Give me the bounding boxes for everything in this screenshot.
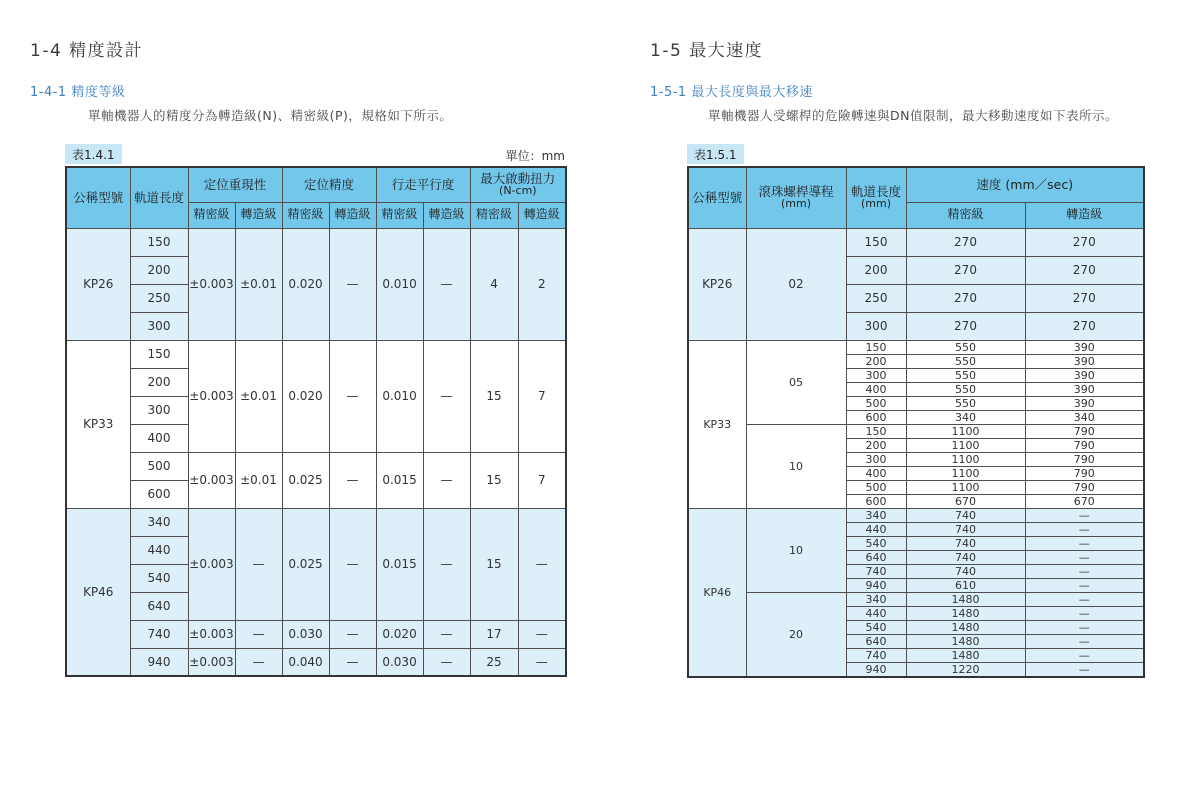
cell-value: 0.015 xyxy=(376,508,423,620)
cell-rail-length: 340 xyxy=(130,508,188,536)
cell-value: 2 xyxy=(518,228,566,340)
cell-screw-lead: 20 xyxy=(746,592,846,677)
cell-speed-rolled: 390 xyxy=(1025,382,1144,396)
table-row xyxy=(66,452,566,480)
cell-value: — xyxy=(235,648,282,676)
cell-speed-precision: 550 xyxy=(906,354,1025,368)
table-row xyxy=(688,592,1144,606)
cell-value: 25 xyxy=(470,648,518,676)
table-row xyxy=(66,228,566,256)
cell-value: — xyxy=(518,620,566,648)
cell-speed-rolled: 790 xyxy=(1025,424,1144,438)
cell-rail-length: 250 xyxy=(130,284,188,312)
cell-value: — xyxy=(329,620,376,648)
cell-value: — xyxy=(235,620,282,648)
cell-speed-rolled: — xyxy=(1025,648,1144,662)
cell-value: 0.015 xyxy=(376,452,423,508)
cell-speed-rolled: 270 xyxy=(1025,256,1144,284)
cell-value: 0.020 xyxy=(282,228,329,340)
col-header-grade: 精密級 xyxy=(282,202,329,228)
cell-speed-precision: 610 xyxy=(906,578,1025,592)
col-header-group-title: 定位重現性 xyxy=(203,176,267,192)
table-meta-speed xyxy=(687,145,1143,164)
cell-rail-length: 640 xyxy=(846,550,906,564)
cell-value: 15 xyxy=(470,508,518,620)
cell-speed-rolled: 390 xyxy=(1025,354,1144,368)
cell-value: 4 xyxy=(470,228,518,340)
cell-value: — xyxy=(329,228,376,340)
precision-table-header xyxy=(66,167,566,228)
cell-rail-length: 940 xyxy=(130,648,188,676)
cell-speed-precision: 340 xyxy=(906,410,1025,424)
cell-rail-length: 150 xyxy=(130,340,188,368)
cell-rail-length: 600 xyxy=(130,480,188,508)
cell-speed-precision: 1480 xyxy=(906,606,1025,620)
section-max-speed xyxy=(650,0,1170,800)
section-description-precision: 單軸機器人的精度分為轉造級(N)、精密級(P)，規格如下所示。 xyxy=(88,108,453,123)
cell-rail-length: 500 xyxy=(846,480,906,494)
cell-speed-rolled: — xyxy=(1025,578,1144,592)
cell-speed-precision: 270 xyxy=(906,312,1025,340)
cell-rail-length: 150 xyxy=(846,228,906,256)
cell-rail-length: 540 xyxy=(846,620,906,634)
cell-value: — xyxy=(235,508,282,620)
cell-value: 15 xyxy=(470,340,518,452)
cell-rail-length: 250 xyxy=(846,284,906,312)
table-row xyxy=(688,424,1144,438)
cell-speed-precision: 270 xyxy=(906,256,1025,284)
col-header-rail-length: 軌道長度 xyxy=(130,167,188,228)
cell-rail-length: 300 xyxy=(130,312,188,340)
table-row xyxy=(66,508,566,536)
cell-speed-rolled: 390 xyxy=(1025,368,1144,382)
cell-value: — xyxy=(423,340,470,452)
cell-rail-length: 200 xyxy=(130,256,188,284)
section-description-speed: 單軸機器人受螺桿的危險轉速與DN值限制，最大移動速度如下表所示。 xyxy=(708,108,1118,123)
cell-rail-length: 740 xyxy=(130,620,188,648)
cell-value: — xyxy=(329,340,376,452)
cell-speed-rolled: — xyxy=(1025,564,1144,578)
col-header-grade: 轉造級 xyxy=(423,202,470,228)
cell-speed-precision: 550 xyxy=(906,368,1025,382)
cell-rail-length: 500 xyxy=(130,452,188,480)
cell-speed-rolled: — xyxy=(1025,634,1144,648)
cell-value: 17 xyxy=(470,620,518,648)
cell-speed-precision: 270 xyxy=(906,228,1025,256)
section-precision-design xyxy=(30,0,575,800)
cell-value: 7 xyxy=(518,340,566,452)
cell-rail-length: 740 xyxy=(846,564,906,578)
col-header-model: 公稱型號 xyxy=(66,167,130,228)
cell-speed-rolled: 790 xyxy=(1025,452,1144,466)
speed-table-body xyxy=(688,228,1144,677)
cell-value: — xyxy=(423,508,470,620)
speed-table-header xyxy=(688,167,1144,228)
cell-speed-precision: 1100 xyxy=(906,452,1025,466)
cell-speed-precision: 1220 xyxy=(906,662,1025,677)
col-header-grade: 精密級 xyxy=(470,202,518,228)
col-header-model: 公稱型號 xyxy=(688,167,746,228)
cell-speed-precision: 550 xyxy=(906,340,1025,354)
cell-rail-length: 400 xyxy=(130,424,188,452)
cell-speed-rolled: 340 xyxy=(1025,410,1144,424)
col-header-grade: 轉造級 xyxy=(329,202,376,228)
unit-label: 單位：mm xyxy=(505,149,565,163)
cell-rail-length: 200 xyxy=(846,438,906,452)
cell-model: KP26 xyxy=(66,228,130,340)
cell-rail-length: 940 xyxy=(846,662,906,677)
table-row xyxy=(66,648,566,676)
col-header-group-title: 行走平行度 xyxy=(391,176,455,192)
col-header-speed-group: 速度 (mm／sec) xyxy=(906,167,1144,202)
table-label-1-5-1: 表1.5.1 xyxy=(687,144,744,164)
table-row xyxy=(688,228,1144,256)
cell-speed-rolled: 790 xyxy=(1025,480,1144,494)
cell-rail-length: 340 xyxy=(846,592,906,606)
cell-value: ±0.003 xyxy=(188,452,235,508)
cell-rail-length: 300 xyxy=(846,368,906,382)
cell-rail-length: 400 xyxy=(846,382,906,396)
cell-rail-length: 500 xyxy=(846,396,906,410)
section-subtitle-precision-grade: 1-4-1 精度等級 xyxy=(30,85,126,100)
cell-rail-length: 640 xyxy=(846,634,906,648)
cell-speed-rolled: — xyxy=(1025,508,1144,522)
cell-speed-precision: 1480 xyxy=(906,648,1025,662)
cell-value: ±0.003 xyxy=(188,648,235,676)
cell-rail-length: 340 xyxy=(846,508,906,522)
cell-rail-length: 150 xyxy=(846,424,906,438)
cell-value: — xyxy=(329,508,376,620)
cell-speed-precision: 740 xyxy=(906,564,1025,578)
cell-speed-precision: 740 xyxy=(906,550,1025,564)
cell-speed-rolled: — xyxy=(1025,536,1144,550)
cell-value: 0.025 xyxy=(282,452,329,508)
cell-value: — xyxy=(329,452,376,508)
cell-screw-lead: 10 xyxy=(746,424,846,508)
cell-speed-precision: 550 xyxy=(906,382,1025,396)
cell-speed-rolled: — xyxy=(1025,606,1144,620)
cell-speed-rolled: 390 xyxy=(1025,396,1144,410)
cell-speed-precision: 1480 xyxy=(906,620,1025,634)
cell-value: 0.010 xyxy=(376,228,423,340)
cell-rail-length: 200 xyxy=(846,256,906,284)
col-header-group xyxy=(470,167,566,202)
cell-value: 0.040 xyxy=(282,648,329,676)
cell-speed-rolled: 390 xyxy=(1025,340,1144,354)
table-row xyxy=(66,620,566,648)
col-header-screw-lead-unit: (mm) xyxy=(780,197,811,211)
cell-speed-rolled: — xyxy=(1025,522,1144,536)
cell-value: ±0.003 xyxy=(188,508,235,620)
cell-speed-rolled: 270 xyxy=(1025,284,1144,312)
col-header-group xyxy=(376,167,470,202)
col-header-grade: 精密級 xyxy=(906,202,1025,228)
section-subtitle-max-length-speed: 1-5-1 最大長度與最大移速 xyxy=(650,85,813,100)
table-label-1-4-1: 表1.4.1 xyxy=(65,144,122,164)
cell-value: 0.010 xyxy=(376,340,423,452)
cell-speed-precision: 550 xyxy=(906,396,1025,410)
cell-speed-precision: 1100 xyxy=(906,424,1025,438)
cell-rail-length: 300 xyxy=(130,396,188,424)
cell-model: KP46 xyxy=(66,508,130,676)
cell-speed-rolled: — xyxy=(1025,620,1144,634)
col-header-grade: 精密級 xyxy=(376,202,423,228)
cell-screw-lead: 05 xyxy=(746,340,846,424)
cell-speed-rolled: 270 xyxy=(1025,312,1144,340)
header-row-groups xyxy=(66,167,566,202)
table-row xyxy=(688,508,1144,522)
cell-value: ±0.01 xyxy=(235,228,282,340)
cell-screw-lead: 10 xyxy=(746,508,846,592)
section-title-max-speed: 1-5 最大速度 xyxy=(650,41,764,61)
cell-value: — xyxy=(423,228,470,340)
cell-value: ±0.003 xyxy=(188,620,235,648)
cell-speed-rolled: — xyxy=(1025,592,1144,606)
cell-rail-length: 540 xyxy=(130,564,188,592)
cell-value: 7 xyxy=(518,452,566,508)
cell-speed-precision: 1100 xyxy=(906,466,1025,480)
col-header-screw-lead-title: 滾珠螺桿導程 xyxy=(758,183,834,199)
col-header-screw-lead xyxy=(746,167,846,228)
col-header-rail-length-title: 軌道長度 xyxy=(850,183,901,199)
cell-rail-length: 600 xyxy=(846,494,906,508)
cell-rail-length: 440 xyxy=(846,522,906,536)
cell-value: 15 xyxy=(470,452,518,508)
precision-table-body xyxy=(66,228,566,676)
cell-speed-precision: 1100 xyxy=(906,438,1025,452)
cell-value: — xyxy=(329,648,376,676)
cell-rail-length: 200 xyxy=(846,354,906,368)
cell-speed-precision: 270 xyxy=(906,284,1025,312)
cell-value: ±0.003 xyxy=(188,340,235,452)
cell-speed-precision: 1480 xyxy=(906,634,1025,648)
cell-model: KP33 xyxy=(66,340,130,508)
cell-model: KP46 xyxy=(688,508,746,677)
header-row-groups xyxy=(688,167,1144,202)
col-header-group-title: 最大啟動扭力 xyxy=(480,170,556,186)
precision-table xyxy=(65,166,567,677)
cell-value: ±0.01 xyxy=(235,340,282,452)
cell-value: ±0.003 xyxy=(188,228,235,340)
cell-speed-precision: 740 xyxy=(906,522,1025,536)
cell-value: — xyxy=(423,648,470,676)
cell-value: — xyxy=(423,452,470,508)
cell-speed-rolled: 270 xyxy=(1025,228,1144,256)
cell-speed-rolled: 790 xyxy=(1025,438,1144,452)
cell-speed-precision: 740 xyxy=(906,536,1025,550)
cell-rail-length: 600 xyxy=(846,410,906,424)
col-header-rail-length xyxy=(846,167,906,228)
cell-rail-length: 300 xyxy=(846,452,906,466)
cell-speed-rolled: — xyxy=(1025,662,1144,677)
cell-rail-length: 150 xyxy=(846,340,906,354)
cell-rail-length: 300 xyxy=(846,312,906,340)
cell-value: 0.025 xyxy=(282,508,329,620)
cell-value: ±0.01 xyxy=(235,452,282,508)
cell-speed-precision: 1480 xyxy=(906,592,1025,606)
cell-model: KP33 xyxy=(688,340,746,508)
col-header-group xyxy=(282,167,376,202)
cell-rail-length: 740 xyxy=(846,648,906,662)
cell-speed-rolled: 790 xyxy=(1025,466,1144,480)
cell-value: — xyxy=(518,508,566,620)
cell-rail-length: 440 xyxy=(130,536,188,564)
cell-speed-rolled: — xyxy=(1025,550,1144,564)
cell-value: 0.020 xyxy=(282,340,329,452)
col-header-rail-length-unit: (mm) xyxy=(860,197,891,211)
cell-rail-length: 150 xyxy=(130,228,188,256)
col-header-group-unit: (N-cm) xyxy=(499,184,537,198)
cell-speed-precision: 1100 xyxy=(906,480,1025,494)
cell-rail-length: 400 xyxy=(846,466,906,480)
cell-rail-length: 540 xyxy=(846,536,906,550)
col-header-grade: 轉造級 xyxy=(1025,202,1144,228)
cell-speed-precision: 670 xyxy=(906,494,1025,508)
cell-rail-length: 200 xyxy=(130,368,188,396)
cell-value: 0.030 xyxy=(282,620,329,648)
cell-rail-length: 640 xyxy=(130,592,188,620)
col-header-grade: 轉造級 xyxy=(518,202,566,228)
cell-value: 0.030 xyxy=(376,648,423,676)
cell-model: KP26 xyxy=(688,228,746,340)
col-header-grade: 精密級 xyxy=(188,202,235,228)
cell-value: — xyxy=(423,620,470,648)
cell-value: — xyxy=(518,648,566,676)
cell-screw-lead: 02 xyxy=(746,228,846,340)
section-title-precision: 1-4 精度設計 xyxy=(30,41,144,61)
speed-table xyxy=(687,166,1145,678)
col-header-group xyxy=(188,167,282,202)
table-row xyxy=(66,340,566,368)
col-header-grade: 轉造級 xyxy=(235,202,282,228)
table-meta-precision xyxy=(65,145,565,164)
cell-value: 0.020 xyxy=(376,620,423,648)
cell-speed-precision: 740 xyxy=(906,508,1025,522)
table-row xyxy=(688,340,1144,354)
cell-rail-length: 940 xyxy=(846,578,906,592)
col-header-group-title: 定位精度 xyxy=(304,176,355,192)
cell-rail-length: 440 xyxy=(846,606,906,620)
cell-speed-rolled: 670 xyxy=(1025,494,1144,508)
